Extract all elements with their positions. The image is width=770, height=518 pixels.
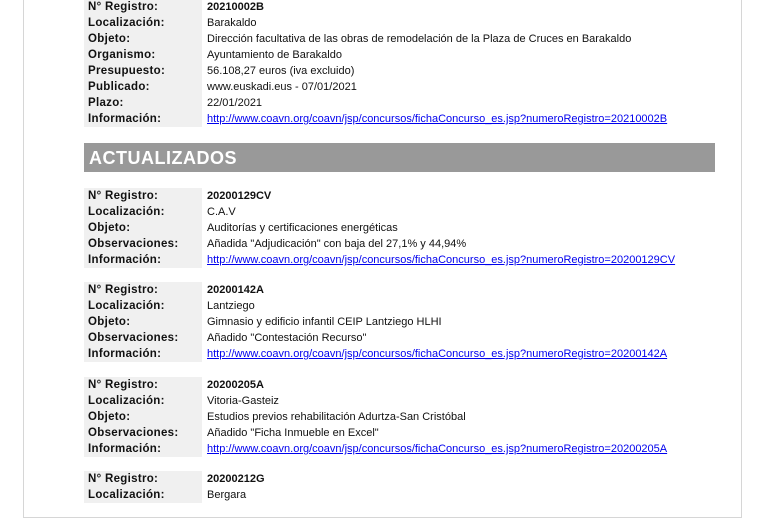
field-value: Añadido "Ficha Inmueble en Excel" <box>207 427 379 439</box>
field-label: Localización: <box>84 298 202 314</box>
field-label: Localización: <box>84 487 202 503</box>
field-row-plazo <box>84 95 724 111</box>
field-row-localizacion <box>84 487 724 503</box>
field-value: www.euskadi.eus - 07/01/2021 <box>207 81 357 93</box>
field-label: Información: <box>84 252 202 268</box>
field-value: Bergara <box>207 489 247 501</box>
info-link-cell <box>207 252 675 268</box>
registration-number: 20210002B <box>207 1 264 13</box>
tender-entry-20210002B <box>84 0 724 127</box>
field-row-n-registro <box>84 0 724 15</box>
field-label: Observaciones: <box>84 236 202 252</box>
field-row-observaciones <box>84 425 724 441</box>
field-label: Observaciones: <box>84 330 202 346</box>
field-value: Gimnasio y edificio infantil CEIP Lantziego HLHI <box>207 316 442 328</box>
field-row-objeto <box>84 31 724 47</box>
field-value: 56.108,27 euros (iva excluido) <box>207 65 355 77</box>
field-row-n-registro <box>84 188 724 204</box>
info-link[interactable]: http://www.coavn.org/coavn/jsp/concursos/fichaConcurso_es.jsp?numeroRegistro=20200129CV <box>207 254 676 266</box>
section-header-actualizados: ACTUALIZADOS <box>84 143 715 172</box>
info-link-cell <box>207 441 667 457</box>
field-label: Presupuesto: <box>84 63 202 79</box>
field-row-localizacion <box>84 204 724 220</box>
field-label: Información: <box>84 441 202 457</box>
field-row-n-registro <box>84 471 724 487</box>
registration-number: 20200205A <box>207 379 264 391</box>
field-row-observaciones <box>84 236 724 252</box>
field-label: Plazo: <box>84 95 202 111</box>
field-value: Añadido "Contestación Recurso" <box>207 332 367 344</box>
info-link-cell <box>207 346 667 362</box>
field-label: N° Registro: <box>84 282 202 298</box>
field-row-informacion <box>84 441 724 457</box>
registration-number: 20200129CV <box>207 190 272 202</box>
info-link-cell <box>207 111 667 127</box>
field-label: Información: <box>84 111 202 127</box>
info-link[interactable]: http://www.coavn.org/coavn/jsp/concursos/fichaConcurso_es.jsp?numeroRegistro=20200142A <box>207 348 668 360</box>
field-row-informacion <box>84 252 724 268</box>
field-row-observaciones <box>84 330 724 346</box>
registration-number: 20200142A <box>207 284 264 296</box>
field-label: Objeto: <box>84 409 202 425</box>
field-row-organismo <box>84 47 724 63</box>
field-row-presupuesto <box>84 63 724 79</box>
field-row-localizacion <box>84 393 724 409</box>
field-row-objeto <box>84 220 724 236</box>
field-row-informacion <box>84 346 724 362</box>
field-label: N° Registro: <box>84 188 202 204</box>
tender-entry-20200212G <box>84 471 724 503</box>
field-value: Vitoria-Gasteiz <box>207 395 279 407</box>
tender-entry-20200129CV <box>84 188 724 268</box>
field-label: Información: <box>84 346 202 362</box>
field-label: Objeto: <box>84 314 202 330</box>
tender-entry-20200142A <box>84 282 724 362</box>
field-row-informacion <box>84 111 724 127</box>
field-value: Auditorías y certificaciones energéticas <box>207 222 398 234</box>
field-row-objeto <box>84 409 724 425</box>
field-row-n-registro <box>84 282 724 298</box>
field-value: Añadida "Adjudicación" con baja del 27,1% y 44,94% <box>207 238 467 250</box>
field-label: Localización: <box>84 204 202 220</box>
registration-number: 20200212G <box>207 473 265 485</box>
field-value: Estudios previos rehabilitación Adurtza-San Cristóbal <box>207 411 466 423</box>
field-label: N° Registro: <box>84 377 202 393</box>
field-row-objeto <box>84 314 724 330</box>
tender-entry-20200205A <box>84 377 724 457</box>
field-label: N° Registro: <box>84 471 202 487</box>
field-value: Lantziego <box>207 300 255 312</box>
field-label: Objeto: <box>84 31 202 47</box>
field-value: Dirección facultativa de las obras de remodelación de la Plaza de Cruces en Barakaldo <box>207 33 632 45</box>
field-row-localizacion <box>84 298 724 314</box>
info-link[interactable]: http://www.coavn.org/coavn/jsp/concursos/fichaConcurso_es.jsp?numeroRegistro=20210002B <box>207 113 668 125</box>
field-label: Organismo: <box>84 47 202 63</box>
field-label: Objeto: <box>84 220 202 236</box>
field-label: Localización: <box>84 15 202 31</box>
field-label: N° Registro: <box>84 0 202 15</box>
field-value: Barakaldo <box>207 17 257 29</box>
field-value: 22/01/2021 <box>207 97 263 109</box>
field-label: Observaciones: <box>84 425 202 441</box>
field-value: C.A.V <box>207 206 236 218</box>
field-row-publicado <box>84 79 724 95</box>
field-label: Localización: <box>84 393 202 409</box>
field-row-localizacion <box>84 15 724 31</box>
info-link[interactable]: http://www.coavn.org/coavn/jsp/concursos/fichaConcurso_es.jsp?numeroRegistro=20200205A <box>207 443 668 455</box>
field-row-n-registro <box>84 377 724 393</box>
field-label: Publicado: <box>84 79 202 95</box>
field-value: Ayuntamiento de Barakaldo <box>207 49 342 61</box>
